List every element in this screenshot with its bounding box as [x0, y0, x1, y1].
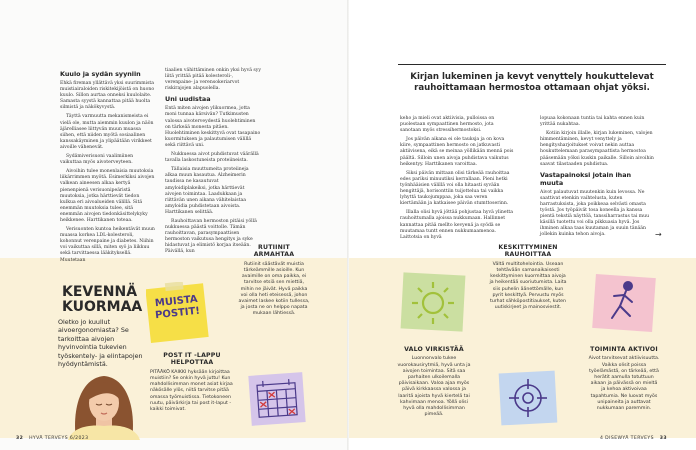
- feature-title: [62, 285, 142, 315]
- page-number-right: 33: [659, 436, 667, 441]
- paragraph: Entä miten aivojen ylikuormea, jotta moni tunnaa kärsivän? Tutkimusten valossa aivoterveydestä huolehtiminen on tärkeää monesta pitäen. Huolehtiminen keskittyvä ovat tasapaino kuormituksen ja palautumisen välillä sekä riittävä uni.: [165, 106, 261, 148]
- card-keskittyminen-heading: KESKITTYMINEN RAUHOITTAA: [498, 244, 558, 259]
- calendar-note: [246, 370, 308, 428]
- heading-kuulo: Kuulo ja sydän syyniin: [60, 70, 141, 78]
- card-toiminta-heading: TOIMINTA AKTIVOI: [590, 346, 658, 353]
- card-valo: [394, 346, 474, 418]
- running-note: [590, 272, 658, 334]
- spine-gutter: [347, 0, 349, 450]
- continue-arrow-icon: →: [655, 230, 662, 239]
- sun-note: [396, 268, 470, 336]
- feature-title-line1: KEVENNÄ: [62, 284, 138, 300]
- paragraph: Siksi päivän mittaan olisi tärkeää rauhoittaa edes pariksi minuutiksi kerrallaan. Pieni hetki työnhääisien välillä voi olla hitaasti syvään hengittäjä, horisonttiin tuijottelua tai vaikka lyhyttä taukojumppaa, joka saa veren kiertämään ja katkaisee päivän stumttoserinn.: [400, 170, 510, 207]
- card-postit: [150, 352, 234, 413]
- heading-vastapainoksi: Vastapainoksi jotain ihan muuta: [540, 170, 632, 187]
- paragraph: tiaalien vähittäminen onkin yksi hyvä syy liitä yrittää pitää kolesteroli-, verenpaine- ja verensokeriarvot riskirajojen alapuolella.: [165, 68, 261, 92]
- paragraph: Tällaisia muuttumeita proteiineja alkaa muun kasautua. Alzheimerin taudissa ne kasautuvat amyloidiplakeiksi, jotka härttievät aivojen toimintaa. Laadukkaan ja riittävän unen aikana vähitelaistaa amyloidia puhdistetaan aivoista. Harttikanen selittää.: [165, 167, 249, 215]
- card-rutiinit: [238, 244, 310, 318]
- card-keskittyminen-body: Vältä multitohelointia. Useaan tehtävään samanaikaisesti keskittyminen kuormittaa aivoja ja heikentää suoriutumista. Laita siis puhelin äänettömälle, kun pyrit keskittyä. Pervustu myös turhat sähköpostitiaukset, kuten uutiskirjeet ja mainosviestit.: [489, 261, 567, 311]
- feature-intro: Oletko jo kuullut aivoergonomiasta? Se tarkoittaa aivojen hyvinvointia tukevien työskentely- ja elintapojen hyödyntämistä.: [58, 318, 143, 369]
- paragraph: Rauhoittavan hermoston pitäisi yöllä nukkuessa päästä voittolle. Tämän rauhoittavan, parasympaattisen hermoston vaikutusa hengitys ja syke hidastuvat ja elimistö korjaa itseään. Päivällä, kun: [165, 218, 257, 255]
- relaxed-woman-illustration: [58, 370, 150, 440]
- target-note: [496, 368, 560, 428]
- feature-title-line2: KUORMAA: [62, 299, 143, 315]
- card-toiminta-body: Aivot tarvitsevat aktiivisuutta. Vaikka olisit poissa työelämästä, on tärkeää, että herätit aamulla totuttuun aikaan ja päivässä on mieltä ja kehoa aktivoivaa tapahtumia. Ne luovat myös unipaineita ja auttavat nukkumaan paremmin.: [588, 356, 660, 412]
- paragraph: Aivoihin tulee monenlaisia muutoksia liikärrimmen myötä. Esimerkiksi aivojen valkean aineesen alkaa kertyä pienenpienä verisuonipeäristä muutoksia, jotka härttievät tiedon kulkua eri aivoalueiden välillä. Sitä enemmän muutoksia tulee, sitä enemmän aivojen tiedonkäsittelykyky heikkenee. Harttikanen toteaa.: [60, 169, 155, 223]
- right-column-1: [400, 116, 514, 244]
- postit-sticky-note: [146, 282, 210, 344]
- paragraph: Illalla olisi hyvä jöttää pohjustaa hyvä ylinetta rauhoittumalla ajoissa nukkumaan. Hallinnet kannattaa pitää mellto kevyenä ja syödä se muutamaa tuntt ennen nukkumaamenoa. Laittotsia on hyvä: [400, 210, 513, 240]
- page-number-left: 32: [16, 436, 24, 441]
- folio-right: [600, 436, 667, 441]
- left-column-1: [60, 68, 156, 267]
- paragraph: keho ja mieli ovat aktiivisia, pulloissa on puolestaan sympaattinen hermosto, jota sanotaan myös stressihermostoksi.: [400, 116, 495, 134]
- card-postit-heading: POST IT -LAPPU HELPOTTAA: [163, 352, 221, 367]
- pullquote-rule: [398, 64, 666, 65]
- paragraph: Kotiin kirjoin illalle, kirjan lukeminen, valojen himmentäminen, kevyt venyttely ja hengitysharjoitukset voivat nekin auttaa houkuttelemaan parasympaattista hermostoa pääsemään yöksi kuskin paikalle. Silloin aivoihin saavat tilastaaden puhdistua.: [540, 131, 654, 167]
- card-rutiinit-body: Rutiinit säästävät muistia tärkeämmille asioille. Kun avaimille on oma paikka, ei tarvitse etsiä sen miettiä, mihin ne jäivät. Hyvä paikka voi olla heti eteisessä, johon avaimet laskee kotiin tullessa, ja josta ne on helppo napata mukaan lähtiessä.: [238, 261, 310, 317]
- folio-left-text: HYVÄ TERVEYS 6/2023: [29, 436, 89, 441]
- paragraph: lopuaa kokonaan tuntia tai kahta ennen kuin yrittää nukahtaa.: [540, 116, 645, 128]
- card-rutiinit-heading: RUTIINIT ARMAHTAA: [253, 244, 295, 259]
- card-postit-body: PITÄÄKÖ KAIKKI hyksään kirjoittaa muistiin? Se onkin hyvä juttu! Kun mahdollisimman monet asiat kirjaa näkösälle ylös, niitä tarvitse pitää omassa työmuistissa. Tietokoneen ruutu, päivärkirja tai post it-laput - kaikki toimivat.: [150, 369, 233, 413]
- folio-left: [16, 436, 88, 441]
- heading-uni: Uni uudistaa: [165, 95, 211, 104]
- pullquote: Kirjan lukeminen ja kevyt venyttely houkuttelevat rauhoittamaan hermostoa ottamaan ohjat yöksi.: [410, 72, 654, 93]
- folio-right-text: 4 DISEWYÄ TERVEYS: [600, 436, 654, 441]
- paragraph: Aivot palautuvat muutenkin kuin levossa. Ne saattivat etenkin vaihtelusta, kuten harrastuksista, joka poikkeaa selvästi omasta työstä. Jos työpäivät tosa koneella ja kanssa pientä tekstiä näyttöä, tanssiharrastus tai muu käsillä tuotettu voi olla pikkuasia hyvä. Jos ihminen alkaa taas kuutaman ja suuin tänään jollekin kuinka tehon aivoja.: [540, 189, 650, 238]
- paragraph: Täyttä varmuutta mekanismeista ei vielä ole, mutta aiemmin kuulon ja näön äjärelliasee liittyvän muun muassa siihen, että niiden myötä sosiaalinen kanssakäyminen ja ylipäätään virikkeet aivoille vähenevät.: [60, 114, 154, 150]
- card-keskittyminen: [488, 244, 568, 311]
- paragraph: Ehkä fireman yllättävä yksi suurimmista muistiairaloiden riskitekijöistä on huono kuulo. Sillon aurtaa onneksi kuulolaite. Samasta syystä kannattaa pitää huolta silmistä ja näkökyvystä.: [60, 81, 155, 111]
- card-valo-body: Luonnonvalo tukee vuorokausirytmiä, hyvä unta ja aivojen toimintaa. Sitä saa parhaiten ulkoilemalla päivisaikaan. Valoa ajaa myös päivä kirkkaassa valossa ja laaritä ajoista hyvä kiertelä tai kahvimaan menoa. Yöllä olisi hyvä olla mahdollisimman pimeää.: [397, 356, 471, 418]
- right-column-2: [540, 116, 654, 242]
- paragraph: Nukkuessa aivot puhdistuvat väärällä tavalla laskostuneista proteiineista.: [165, 152, 259, 164]
- paragraph: Verisuonten kuntoa heikentävät muun muassa korkea LDL-kolesteroli, kohonnut verenpaine ja diabetes. Niihin voi vaikuttaa sillä, miten syö ja liikkuu sekä tarvittaessa lääkityksellä. Muutetaan: [60, 227, 155, 263]
- left-column-2: [165, 68, 261, 259]
- paragraph: Sydämiverisuoni vaalimiinen vaikuttaa myös aivoterveyteen.: [60, 154, 134, 166]
- card-toiminta: [588, 346, 660, 412]
- paragraph: Jos päivän aikana ei ole tauksja ja on kova kiire, sympaattinen hermosto on jatkuvasti aktiivisena, eikä se meinaa yöllikään mennä pois päältä. Silloin unen aivoja puhdistava vaikutus heikentyy. Harttikanen varoittaa.: [400, 137, 514, 167]
- card-valo-heading: VALO VIRKISTÄÄ: [404, 346, 464, 353]
- sticky-note-text: MUISTA POSTIT!: [154, 293, 201, 322]
